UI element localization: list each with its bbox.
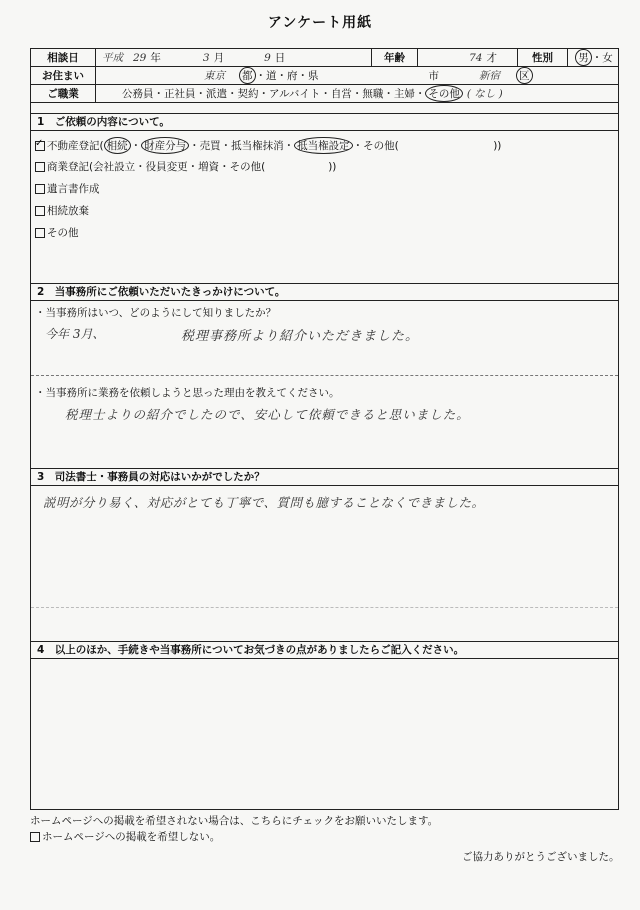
section2-heading-text: 2 当事務所にご依頼いただいたきっかけについて。 bbox=[37, 284, 285, 301]
form-title: アンケート用紙 bbox=[267, 15, 373, 31]
gender-label: 性別 bbox=[517, 49, 567, 66]
answer-how-known: 税理事務所より紹介いただきました。 bbox=[181, 329, 420, 344]
ward-value: 新宿 bbox=[479, 70, 500, 82]
gender-field[interactable] bbox=[567, 49, 620, 66]
checkbox-icon[interactable] bbox=[35, 162, 45, 172]
checkbox-icon[interactable] bbox=[30, 832, 40, 842]
checkbox-icon[interactable] bbox=[35, 206, 45, 216]
address-label: お住まい bbox=[42, 70, 84, 82]
occupation-other-option[interactable]: その他 bbox=[425, 85, 463, 102]
will-label: 遺言書作成 bbox=[47, 183, 100, 195]
city-label: 市 bbox=[428, 70, 439, 82]
survey-form bbox=[30, 48, 619, 810]
section1-heading-text: 1 ご依頼の内容について。 bbox=[37, 114, 170, 131]
section3-heading bbox=[31, 468, 618, 486]
request-item-real-estate[interactable] bbox=[35, 137, 501, 154]
address-row bbox=[31, 67, 618, 85]
request-item-renunciation[interactable] bbox=[35, 203, 89, 218]
era-value: 平成 bbox=[102, 52, 123, 64]
gender-female-option[interactable]: 女 bbox=[602, 52, 613, 64]
age-unit: 才 bbox=[486, 52, 497, 64]
checkbox-icon[interactable] bbox=[35, 141, 45, 151]
ward-label: 区 bbox=[516, 67, 533, 84]
commercial-label: 商業登記(会社設立・役員変更・増資・その他( )) bbox=[47, 161, 337, 173]
day-unit: 日 bbox=[274, 52, 286, 64]
gender-separator: ・ bbox=[591, 52, 603, 64]
opt-out-label: ホームページへの掲載を希望しない。 bbox=[42, 831, 221, 843]
consult-date-row bbox=[31, 49, 618, 67]
question-reason: ・当事務所に業務を依頼しようと思った理由を教えてください。 bbox=[35, 387, 340, 399]
section2-heading bbox=[31, 283, 618, 301]
occupation-row bbox=[31, 85, 618, 103]
section4-heading bbox=[31, 641, 618, 659]
day-value: 9 bbox=[264, 51, 271, 64]
address-field[interactable] bbox=[95, 67, 620, 84]
request-item-will[interactable] bbox=[35, 181, 100, 196]
section3-heading-text: 3 司法書士・事務員の対応はいかがでしたか？ bbox=[37, 469, 265, 486]
renunciation-label: 相続放棄 bbox=[47, 205, 89, 217]
year-value: 29 bbox=[133, 51, 147, 64]
checkbox-icon[interactable] bbox=[35, 184, 45, 194]
section1-heading bbox=[31, 113, 618, 131]
month-unit: 月 bbox=[213, 52, 225, 64]
gender-male-option[interactable]: 男 bbox=[575, 49, 592, 66]
fold-line bbox=[31, 607, 618, 608]
year-unit: 年 bbox=[150, 52, 161, 64]
pref-to-option: 都 bbox=[239, 67, 256, 84]
checkbox-icon[interactable] bbox=[35, 228, 45, 238]
answer-when: 今年 3月、 bbox=[45, 327, 105, 341]
thanks-text: ご協力ありがとうございました。 bbox=[462, 851, 620, 863]
sep-text: ・ bbox=[130, 140, 142, 152]
occupation-other-value: ( なし ) bbox=[466, 88, 503, 100]
prefecture-value: 東京 bbox=[204, 70, 225, 82]
consult-date-field[interactable] bbox=[95, 49, 371, 66]
question-how-known: ・当事務所はいつ、どのようにして知りましたか？ bbox=[35, 307, 277, 319]
age-field[interactable] bbox=[417, 49, 517, 66]
opt-out-item[interactable] bbox=[30, 829, 220, 844]
real-estate-label: 不動産登記( bbox=[47, 140, 104, 152]
request-item-other[interactable] bbox=[35, 225, 79, 240]
occupation-field[interactable] bbox=[95, 85, 620, 102]
property-division-option: 財産分与 bbox=[141, 137, 189, 154]
real-estate-mid-options: ・売買・抵当権抹消・ bbox=[189, 140, 295, 152]
age-label: 年齢 bbox=[371, 49, 417, 66]
real-estate-tail: ・その他( )) bbox=[352, 140, 502, 152]
pref-other-options: ・道・府・県 bbox=[255, 70, 319, 82]
other-label: その他 bbox=[47, 227, 79, 239]
answer-reason: 税理士よりの紹介でしたので、安心して依頼できると思いました。 bbox=[65, 407, 470, 422]
month-value: 3 bbox=[202, 51, 210, 64]
mortgage-setting-option: 抵当権設定 bbox=[294, 137, 353, 154]
section4-heading-text: 4 以上のほか、手続きや当事務所についてお気づきの点がありましたらご記入ください。 bbox=[37, 642, 464, 659]
footer-note: ホームページへの掲載を希望されない場合は、こちらにチェックをお願いいたします。 bbox=[30, 815, 439, 827]
divider bbox=[31, 375, 618, 376]
inheritance-option: 相続 bbox=[104, 137, 131, 154]
comments-area[interactable] bbox=[31, 659, 618, 809]
occupation-label: ご職業 bbox=[47, 88, 79, 100]
age-value: 74 bbox=[469, 51, 483, 64]
occupation-options: 公務員・正社員・派遣・契約・アルバイト・自営・無職・主婦・ bbox=[122, 88, 426, 100]
answer-staff-response: 説明が分り易く、対応がとても丁寧で、質問も臆することなくできました。 bbox=[43, 495, 485, 510]
request-item-commercial[interactable] bbox=[35, 159, 336, 174]
consult-date-label: 相談日 bbox=[47, 52, 79, 64]
